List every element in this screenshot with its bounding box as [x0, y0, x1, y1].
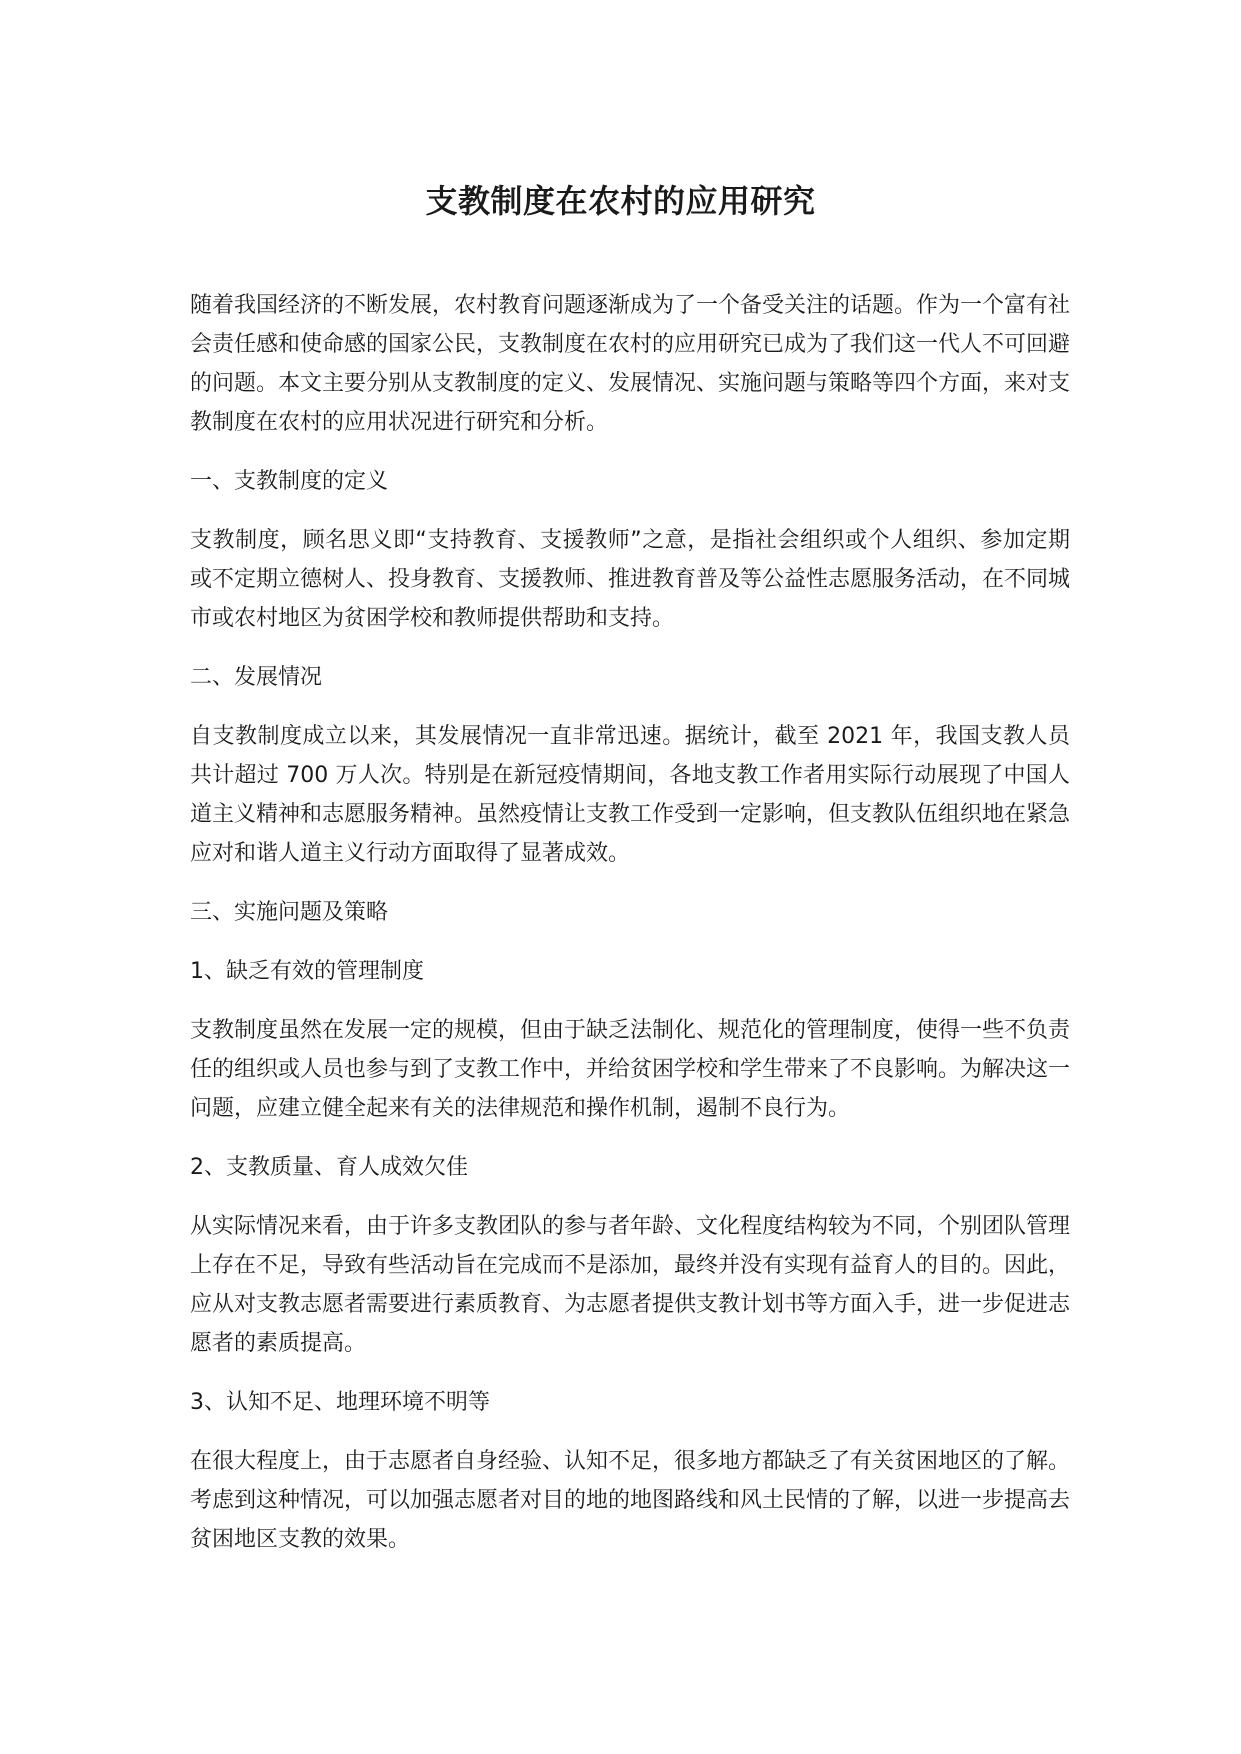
definition-paragraph: 支教制度，顾名思义即“支持教育、支援教师”之意，是指社会组织或个人组织、参加定期或不定期立德树人、投身教育、支援教师、推进教育普及等公益性志愿服务活动，在不同城市或农村地区为贫困学校和教师提供帮助和支持。 — [190, 528, 1071, 631]
subsection-heading-management: 1、缺乏有效的管理制度 — [190, 959, 424, 984]
document-title: 支教制度在农村的应用研究 — [425, 182, 816, 220]
section-heading-problems: 三、实施问题及策略 — [190, 900, 389, 925]
management-paragraph: 支教制度虽然在发展一定的规模，但由于缺乏法制化、规范化的管理制度，使得一些不负责任的组织或人员也参与到了支教工作中，并给贫困学校和学生带来了不良影响。为解决这一问题，应建立健全起来有关的法律规范和操作机制，遏制不良行为。 — [190, 1018, 1071, 1121]
cognition-paragraph: 在很大程度上，由于志愿者自身经验、认知不足，很多地方都缺乏了有关贫困地区的了解。考虑到这种情况，可以加强志愿者对目的地的地图路线和风土民情的了解，以进一步提高去贫困地区支教的效果。 — [190, 1449, 1071, 1552]
section-heading-definition: 一、支教制度的定义 — [190, 469, 389, 494]
intro-paragraph: 随着我国经济的不断发展，农村教育问题逐渐成为了一个备受关注的话题。作为一个富有社会责任感和使命感的国家公民，支教制度在农村的应用研究已成为了我们这一代人不可回避的问题。本文主要分别从支教制度的定义、发展情况、实施问题与策略等四个方面，来对支教制度在农村的应用状况进行研究和分析。 — [190, 293, 1071, 435]
subsection-heading-quality: 2、支教质量、育人成效欠佳 — [190, 1155, 468, 1180]
document-body — [190, 286, 1070, 1579]
quality-paragraph: 从实际情况来看，由于许多支教团队的参与者年龄、文化程度结构较为不同，个别团队管理上存在不足，导致有些活动旨在完成而不是添加，最终并没有实现有益育人的目的。因此，应从对支教志愿者需要进行素质教育、为志愿者提供支教计划书等方面入手，进一步促进志愿者的素质提高。 — [190, 1214, 1071, 1356]
subsection-heading-cognition: 3、认知不足、地理环境不明等 — [190, 1390, 490, 1415]
development-paragraph: 自支教制度成立以来，其发展情况一直非常迅速。据统计，截至 2021 年，我国支教人员共计超过 700 万人次。特别是在新冠疫情期间，各地支教工作者用实际行动展现了中国人道主义精神和志愿服务精神。虽然疫情让支教工作受到一定影响，但支教队伍组织地在紧急应对和谐人道主义行动方面取得了显著成效。 — [190, 724, 1071, 866]
section-heading-development: 二、发展情况 — [190, 665, 323, 690]
